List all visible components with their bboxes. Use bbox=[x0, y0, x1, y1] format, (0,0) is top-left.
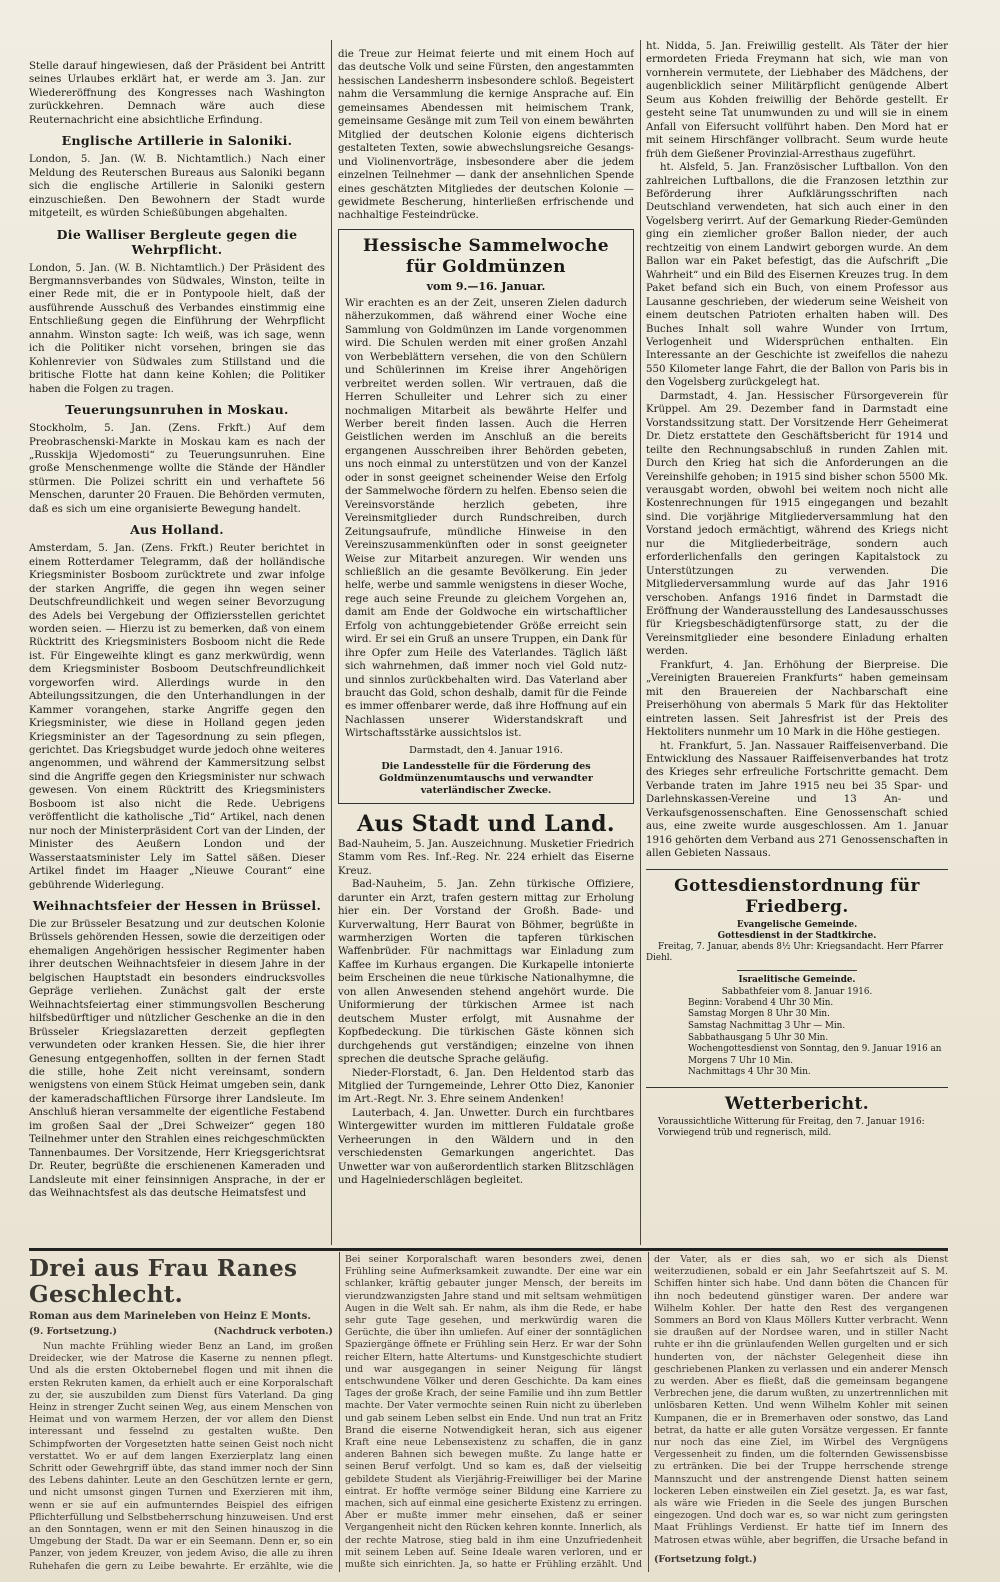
lead-paragraph: Stelle darauf hingewiesen, daß der Präsident bei Antritt seines Urlaubes erklärt hat, er werde am 3. Jan. zur Wiedereröffnung des Kongresses nach Washington zurückkehren. Demnach wäre auch diese Reuternachricht eine absichtliche Erfindung. bbox=[29, 61, 325, 126]
news-item: Darmstadt, 4. Jan. Hessischer Fürsorgeverein für Krüppel. Am 29. Dezember fand in Darmstadt eine Vorstandssitzung statt. Der Vorsitzende Herr Geheimerat Dr. Dietz erstattete den Geschäftsbericht für 1914 und teilte den Rechnungsabschluß in runden Zahlen mit. Durch den Krieg hat sich die Anforderungen an die Vereinshilfe gehoben; in 1915 sind bisher schon 5500 Mk. verausgabt worden, obwohl bei weitem noch nicht alle Kostenrechnungen für 1915 eingegangen und bezahlt sind. Die vorjährige Mitgliederversammlung hat den Vorstand jedoch ermächtigt, während des Kriegs nicht nur die Mitgliederbeiträge, sondern auch erforderlichenfalls den geringen Kapitalstock zu Unterstützungen zu verwenden. Die Mitgliederversammlung wurde auf das Jahr 1916 verschoben. Anfangs 1916 findet in Darmstadt die Eröffnung der Wanderausstellung des Landesausschusses für Kriegsbeschädigtenfürsorge statt, zu der die Vereinsmitglieder eine besondere Einladung erhalten werden. bbox=[646, 390, 948, 658]
weather-title: Wetterbericht. bbox=[724, 1094, 870, 1115]
rights-notice: (Nachdruck verboten.) bbox=[213, 1326, 333, 1337]
appeal-date: Darmstadt, den 4. Januar 1916. bbox=[409, 744, 563, 756]
church-services-block bbox=[646, 869, 948, 1079]
news-item: Frankfurt, 4. Jan. Erhöhung der Bierpreise. Die „Vereinigten Brauereien Frankfurts“ haben gemeinsam mit den Brauereien der Nachbarschaft eine Preiserhöhung von abermals 5 Mark für das Hektoliter eintreten lassen. Seit Jahresfrist ist der Preis des Hektoliters nunmehr um 10 Mark in die Höhe gestiegen. bbox=[646, 659, 948, 739]
article-title: Weihnachtsfeier der Hessen in Brüssel. bbox=[32, 898, 322, 914]
church-services-title: Gottesdienstordnung für Friedberg. bbox=[674, 875, 920, 917]
novel-column-1 bbox=[29, 1254, 333, 1572]
feuilleton-rule bbox=[29, 1248, 948, 1251]
article-body: London, 5. Jan. (W. B. Nichtamtlich.) Der Präsident des Bergmannsverbandes von Südwales, Winston, teilte in einer Rede mit, die er in Pontypoole hielt, daß der ausführende Ausschuß des Verbandes einstimmig eine Entschließung gegen die Einführung der Wehrpflicht annahm. Winston sagte: Ich weiß, was ich sage, wenn ich die Politiker nicht vorsehen, bringen sie das Kohlenrevier von Südwales zum Stillstand und die britische Flotte hat dann keine Kohlen; die Politiker haben die Folgen zu tragen. bbox=[29, 262, 325, 395]
continuation-note: (Fortsetzung folgt.) bbox=[654, 1554, 757, 1565]
column-rule bbox=[339, 1252, 340, 1572]
service-time: Samstag Morgen 8 Uhr 30 Min. bbox=[688, 1009, 830, 1020]
novel-column-3 bbox=[654, 1254, 948, 1572]
novel-column-2 bbox=[345, 1254, 642, 1572]
novel-subtitle: Roman aus dem Marineleben von Heinz E Monts. bbox=[29, 1310, 311, 1322]
appeal-dates: vom 9.—16. Januar. bbox=[426, 279, 546, 293]
article-continuation: die Treue zur Heimat feierte und mit einem Hoch auf das deutsche Volk und seine Fürsten, den angestammten hessischen Landesherrn insbesondere schloß. Begeistert nahm die Versammlung die kernige Ansprache auf. Ein gemeinsames Abendessen mit heimischem Trank, gemeinsame Gesänge mit zum Teil von einem bewährten Mitglied der deutschen Kolonie eigens dichterisch gestalteten Texten, sowie abwechslungsreiche Gesangs- und Violinenvorträge, insbesondere aber die jedem einzelnen Teilnehmer — dank der ansehnlichen Spende eines geschätzten Mitgliedes der deutschen Kolonie — gewidmete Bescherung, hinterließen erfrischende und nachhaltige Festeindrücke. bbox=[338, 49, 634, 222]
service-time: Sabbathausgang 5 Uhr 30 Min. bbox=[688, 1032, 829, 1043]
novel-meta bbox=[29, 1326, 333, 1337]
column-3 bbox=[646, 40, 948, 1246]
service-time: Samstag Nachmittag 3 Uhr — Min. bbox=[688, 1021, 846, 1032]
service-time: Beginn: Vorabend 4 Uhr 30 Min. bbox=[688, 997, 834, 1008]
service-time: Morgens 7 Uhr 10 Min. bbox=[688, 1055, 794, 1066]
column-rule bbox=[331, 40, 332, 1245]
novel-text: der Vater, als er dies sah, wo er sich als Dienst weiterzudienen, sobald er ein Jahr Seefahrtszeit auf S. M. Schiffen hinter sich habe. Und dann böten die Chancen für ihn noch bedeutend günstiger waren. Der andere war Wilhelm Kohler. Der hatte den Rest des vergangenen Sommers an Bord von Klaus Möllers Kutter verbracht. Wenn sie draußen auf der Nordsee waren, und in stiller Nacht ruhte er ihn die grünlaufenden Wellen gurgelten und er sich hunderten von, der nächster Gelegenheit diese ihn geschriebenen Planken zu verlassen und ein anderer Mensch zu werden. Aber es fließt, daß die gemeinsam begangene Verbrechen jene, die darum wußten, zu unzertrennlichen mit unlösbaren Ketten. Und wenn Wilhelm Kohler mit seinen Kumpanen, die er in Bremerhaven oder sonstwo, das Land betrat, da hatte er alle guten Vorsätze vergessen. Er fannte nur noch das eine Ziel, im Wirbel des Vergnügens Vergessenheit zu finden, um die folternden Gewissensbisse zu ertränken. Die bei der Truppe herrschende strenge Mannszucht und der anstrengende Dienst hatten seinem lockeren Leben einstweilen ein Ziel gesetzt. Ja, es war fast, als wäre wie Frieden in die Seele des jungen Burschen eingezogen. Und doch war es, so war nicht zum geringsten Maat Frühlings Verdienst. Er hatte tief im Innern des Matrosen etwas wühle, aber begriffen, die Ursache befand in bbox=[654, 1254, 948, 1546]
evangelical-subheading: Gottesdienst in der Stadtkirche. bbox=[717, 930, 877, 941]
appeal-body: Wir erachten es an der Zeit, unseren Zielen dadurch näherzukommen, daß während einer Woche eine Sammlung von Goldmünzen im Lande vorgenommen wird. Die Schulen werden mit einer großen Anzahl von Werbeblättern versehen, die von den Schülern und Schülerinnen im Kreise ihrer Angehörigen verbreitet werden sollen. Wir vertrauen, daß die Herren Schulleiter und Lehrer sich zu einer nochmaligen Mitarbeit als bewährte Helfer und Werber bereit finden lassen. Auch die Herren Geistlichen werden im Anschluß an die bereits ergangenen Ausschreiben ihrer Behörden gebeten, uns noch einmal zu unterstützen und von der Kanzel oder in sonst geeignet scheinender Weise den Erfolg der Sammelwoche fördern zu helfen. Ebenso seien die Vereinsvorstände herzlich gebeten, ihre Vereinsmitglieder durch Rundschreiben, durch Zeitungsaufrufe, mündliche Hinweise in den Vereinszusammenkünften oder in sonst geeigneter Weise zur Mitarbeit anzuregen. Wir wenden uns schließlich an die gesamte Bevölkerung. Ein jeder helfe, werbe und sammle wenigstens in dieser Woche, rege auch seine Freunde zu gleichem Vorgehen an, damit am Ende der Goldwoche ein wirtschaftlicher Erfolg von achtunggebietender Größe erreicht sein wird. Er sei ein Gruß an unsere Truppen, ein Dank für ihre Opfer zum Heile des Vaterlandes. Täglich läßt sich wahrnehmen, daß immer noch viel Gold nutz- und sinnlos zurückbehalten wird. Das Vaterland aber braucht das Gold, schon deshalb, damit für die Feinde es immer offenbarer werde, daß ihre Hoffnung auf ein Nachlassen unserer Widerstandskraft und Wirtschaftsstärke aussichtslos ist. bbox=[345, 297, 627, 740]
goldcoin-appeal-box bbox=[338, 229, 634, 804]
evangelical-heading: Evangelische Gemeinde. bbox=[736, 919, 858, 930]
article-body: London, 5. Jan. (W. B. Nichtamtlich.) Nach einer Meldung des Reuterschen Bureaus aus Saloniki begann sich die englische Artillerie in Saloniki gestern einzuschießen. Den Bewohnern der Stadt wurde mitgeteilt, es würden Schießübungen abgehalten. bbox=[29, 154, 325, 220]
column-2 bbox=[338, 48, 634, 1246]
israelite-subheading: Sabbathfeier vom 8. Januar 1916. bbox=[721, 986, 873, 997]
weather-forecast-date: Voraussichtliche Witterung für Freitag, den 7. Januar 1916: bbox=[658, 1117, 925, 1128]
column-rule bbox=[648, 1252, 649, 1572]
service-time: Wochengottesdienst von Sonntag, den 9. Januar 1916 an bbox=[688, 1044, 942, 1055]
novel-title: Drei aus Frau Ranes Geschlecht. bbox=[29, 1255, 298, 1308]
weather-block bbox=[646, 1087, 948, 1139]
news-item: ht. Nidda, 5. Jan. Freiwillig gestellt. Als Täter der hier ermordeten Frieda Freymann hat sich, wie man von vornherein vermutete, der Liebhaber des Mädchens, der augenblicklich seiner Militärpflicht genügende Albert Seum aus Kohden freiwillig der Behörde gestellt. Er gesteht seine Tat unumwunden zu und will sie in einem Anfall von Eifersucht vollführt haben. Den Mord hat er mit seinem Hirschfänger vollbracht. Seum wurde heute früh dem Gießener Provinzial-Arresthaus zugeführt. bbox=[646, 41, 948, 160]
israelite-heading: Israelitische Gemeinde. bbox=[738, 975, 856, 986]
section-title: Aus Stadt und Land. bbox=[356, 810, 615, 837]
novel-text: Bei seiner Korporalschaft waren besonders zwei, denen Frühling seine Aufmerksamkeit zuwandte. Der eine war ein schlanker, kräftig gebauter junger Mensch, der bereits im vierundzwanzigsten Jahre stand und mit seltsam wehmütigen Augen in die Welt sah. Er nahm, als ihm die Rede, er habe sehr gute Tage gesehen, und merkwürdig waren die Gerüchte, die über ihn umliefen. Auf einer der sonntäglichen Spaziergänge öffnete er Frühling sein Herz. Er war der Sohn reicher Eltern, hatte Altertums- und Kunstgeschichte studiert und war ausgegangen in seiner Neigung für längst entschwundene Völker und deren Geschichte. Da kam eines Tages der große Krach, der seine Familie und ihn zum Bettler machte. Der Vater vermochte seinen Ruin nicht zu überleben und gab seinem Leben selbst ein Ende. Und nun trat an Fritz Brand die eiserne Notwendigkeit heran, sich aus eigener Kraft eine neue Lebensexistenz zu schaffen, die in ganz anderen Bahnen sich bewegen mußte. Zu lange hatte er seinen Beruf verfolgt. Und so kam es, daß der vielseitig gebildete Student als Vierjährig-Freiwilliger bei der Marine eintrat. Er hoffte vermöge seiner Bildung eine Karriere zu machen, sich auf einmal eine gesicherte Existenz zu erringen. Aber er mußte immer mehr einsehen, daß er seiner Vergangenheit nicht den Rücken kehren konnte. Innerlich, als der rechte Matrose, stieg bald in ihm eine Unzufriedenheit mit seinem Leben auf. Seine Ideale waren verloren, und er mußte sich einrichten. Ja, so hatte er Frühling erzählt. Und bbox=[345, 1254, 642, 1571]
evangelical-service: Freitag, 7. Januar, abends 8½ Uhr: Kriegsandacht. Herr Pfarrer Diehl. bbox=[646, 942, 944, 964]
appeal-signature: Die Landesstelle für die Förderung des Goldmünzenumtauschs und verwandter vaterländischer Zwecke. bbox=[379, 760, 593, 796]
article-body: Stockholm, 5. Jan. (Zens. Frkft.) Auf dem Preobraschenski-Markte in Moskau kam es nach der „Russkija Wjedomosti“ zu Teuerungsunruhen. Eine große Menschenmenge wollte die Stände der Händler stürmen. Die Polizei schritt ein und verhaftete 56 Menschen, darunter 20 Frauen. Die Behörden vermuten, daß es sich um eine organisierte Bewegung handelt. bbox=[29, 423, 325, 515]
novel-text: Nun machte Frühling wieder Benz an Land, im großen Dreidecker, wie der Matrose die Kaserne zu nennen pflegt. Und als die ersten Oktobernebel flogen und mit ihnen die ersten Rekruten kamen, da erhielt auch er eine Korporalschaft zu der, sie auszubilden zum Dienst fürs Vaterland. Da ging Heinz in strenger Zucht seinen Weg, aus einem Menschen von Heimat und von warmem Herzen, der vor allem den Dienst interessant und fesselnd zu gestalten wußte. Den Schimpfworten der Vorgesetzten hatte seinen Geist noch nicht verstattet. Wo er auf dem langen Exerzierplatz lang einen Schritt oder Gewehrgriff übte, das stand immer noch der Sinn des Lebens dahinter. Leute an den Geschützen lernte er gern, und nicht umsonst gingen Turnen und Exerzieren mit ihm, wenn er sie auf ein aufmunterndes Beispiel des eifrigen Pflichterfüllung und Selbstbeherrschung hinzuweisen. Und erst an den Sonntagen, wenn er mit den Seinen hinauszog in die Umgebung der Stadt. Da war er ein Seemann. Denn er, so ein Panzer, von jedem Kreuzer, von jedem Aviso, die alle zu ihren Ruhehafen die gern zu Leibe bewahrte. Er erzählte, wie die bbox=[29, 1341, 333, 1572]
divider bbox=[737, 970, 857, 971]
article-title: Die Walliser Bergleute gegen die Wehrpflicht. bbox=[56, 226, 298, 257]
news-item: Bad-Nauheim, 5. Jan. Zehn türkische Offiziere, darunter ein Arzt, trafen gestern mittag zur Erholung hier ein. Der Vorstand der Großh. Bade- und Kurverwaltung, Herr Baurat von Böhmer, begrüßte in warmherzigen Worten die tapferen türkischen Waffenbrüder. Für nachmittags war Einladung zum Kaffee im Kurhaus ergangen. Die Kurkapelle intonierte beim Erscheinen die neue türkische Nationalhymne, die von allen Anwesenden stehend angehört wurde. Die Uniformierung der türkischen Armee ist nach deutschem Muster erfolgt, mit Ausnahme der Kopfbedeckung. Die türkischen Gäste können sich durchgehends gut verständigen; einzelne von ihnen sprechen die deutsche Sprache geläufig. bbox=[338, 879, 634, 1066]
column-1 bbox=[29, 60, 325, 1246]
column-rule bbox=[640, 40, 641, 1245]
article-body: Amsterdam, 5. Jan. (Zens. Frkft.) Reuter berichtet in einem Rotterdamer Telegramm, daß der holländische Kriegsminister Bosboom zurücktrete und zwar infolge der starken Angriffe, die gegen ihn wegen seiner Deutschfreundlichkeit und wegen seiner Bevorzugung des Adels bei Vergebung der Offiziersstellen gerichtet worden seien. — Hierzu ist zu bemerken, daß von einem Rücktritt des Kriegsministers Bosboom nicht die Rede ist. Für Eingeweihte klingt es ganz merkwürdig, wenn dem Kriegsminister Bosboom Deutschfreundlichkeit vorgeworfen wird. Allerdings wurde in den Abteilungssitzungen, die den Unterhandlungen in der Kammer vorangehen, starke Angriffe gegen den Kriegsminister, wie diese in Holland gegen jeden Kriegsminister an der Tagesordnung zu sein pflegen, gerichtet. Das Kriegsbudget wurde jedoch ohne weiteres angenommen, und während der Kammersitzung selbst sind die Angriffe gegen den Kriegsminister nur schwach gewesen. Von einem Rücktritt des Kriegsministers Bosboom ist also nicht die Rede. Uebrigens veröffentlicht die katholische „Tid“ Artikel, nach denen nur noch der Ministerpräsident Cort van der Linden, der Minister des Aeußern London und der Wasserstaatsminister Lely im Sattel säßen. Dieser Artikel findet im Haager „Nieuwe Courant“ eine gebührende Widerlegung. bbox=[29, 543, 325, 891]
article-title: Englische Artillerie in Saloniki. bbox=[61, 133, 293, 149]
news-item: Lauterbach, 4. Jan. Unwetter. Durch ein furchtbares Wintergewitter wurden im mittleren Fuldatale große Verheerungen in den Wäldern und in den verschiedensten Gemarkungen angerichtet. Das Unwetter war von außerordentlich starken Blitzschlägen und Hagelniederschlägen begleitet. bbox=[338, 1107, 634, 1187]
appeal-title: Hessische Sammelwoche für Goldmünzen bbox=[363, 235, 609, 277]
article-title: Teuerungsunruhen in Moskau. bbox=[65, 402, 289, 418]
article-title: Aus Holland. bbox=[130, 522, 224, 538]
news-item: ht. Alsfeld, 5. Jan. Französischer Luftballon. Von den zahlreichen Luftballons, die die Franzosen letzthin zur Beförderung ihrer Aufklärungsschriften nach Deutschland verwendeten, hat sich auch einer in den Vogelsberg verirrt. Auf der Gemarkung Rieder-Gemünden ging ein ziemlicher großer Ballon nieder, der auch rechtzeitig von einem Landwirt geborgen wurde. An dem Ballon war ein Paket befestigt, das die Aufschrift „Die Wahrheit“ und ein Bild des Eisernen Kreuzes trug. In dem Paket befand sich ein Buch, von einem Professor aus Lausanne geschrieben, der wiederum seine Weisheit von einem deutschen Patrioten erhalten haben will. Des Buches Inhalt soll wahre Wunder von Irrtum, Verlogenheit und Widersprüchen enthalten. Ein Interessante an der Geschichte ist zweifellos die nahezu 550 Kilometer lange Fahrt, die der Ballon von Paris bis in den Vogelsberg zurückgelegt hat. bbox=[646, 162, 948, 389]
article-body: Die zur Brüsseler Besatzung und zur deutschen Kolonie Brüssels gehörenden Hessen, sowie die derzeitigen oder ehemaligen Angehörigen hessischer Regimenter haben ihrer deutschen Weihnachtsfeier in diesem Jahre in der belgischen Hauptstadt ein besonders eindrucksvolles Gepräge verliehen. Zunächst galt der erste Weihnachtsfeiertag einer stimmungsvollen Bescherung hilfsbedürftiger und nützlicher Geschenke an die in den Brüsseler Kriegslazaretten derzeit gepflegten verwundeten oder kranken Hessen. Sie, die hier ihrer Genesung entgegenhoffen, sollten in der fernen Stadt die stille, hohe Zeit nicht vereinsamt, sondern wenigstens von einem Stück Heimat umgeben sein, dank der kameradschaftlichen Fürsorge ihrer Landsleute. Im Anschluß hieran versammelte der eigentliche Festabend im großen Saal der „Drei Schweizer“ gegen 180 Teilnehmer unter den Strahlen eines reichgeschmückten Tannenbaumes. Der Vorsitzende, Herr Kriegsgerichtsrat Dr. Reuter, begrüßte die erschienenen Kameraden und Landsleute mit einer feinsinnigen Ansprache, in der er das Weihnachtsfest als das deutsche Heimatsfest und bbox=[29, 919, 325, 1200]
service-time: Nachmittags 4 Uhr 30 Min. bbox=[688, 1067, 811, 1078]
service-times-list bbox=[646, 998, 948, 1079]
news-item: ht. Frankfurt, 5. Jan. Nassauer Raiffeisenverband. Die Entwicklung des Nassauer Raiffeisenverbandes hat trotz des Krieges sehr erfreuliche Fortschritte gemacht. Dem Verbande traten im Jahre 1915 neu bei 35 Spar- und Darlehnskassen-Vereine und 13 An- und Verkaufsgenossenschaften. Eine Genossenschaft schied aus, eine zweite wurde ausgeschlossen. Am 1. Januar 1916 gehörten dem Verband aus 271 Genossenschaften in allen Gebieten Nassaus. bbox=[646, 740, 948, 860]
news-item: Nieder-Florstadt, 6. Jan. Den Heldentod starb das Mitglied der Turngemeinde, Lehrer Otto Diez, Kanonier im Art.-Regt. Nr. 3. Ehre seinem Andenken! bbox=[338, 1067, 634, 1106]
installment-number: (9. Fortsetzung.) bbox=[29, 1326, 117, 1337]
news-item: Bad-Nauheim, 5. Jan. Auszeichnung. Musketier Friedrich Stamm vom Res. Inf.-Reg. Nr. 224 erhielt das Eiserne Kreuz. bbox=[338, 838, 634, 877]
weather-forecast: Vorwiegend trüb und regnerisch, mild. bbox=[658, 1128, 832, 1139]
